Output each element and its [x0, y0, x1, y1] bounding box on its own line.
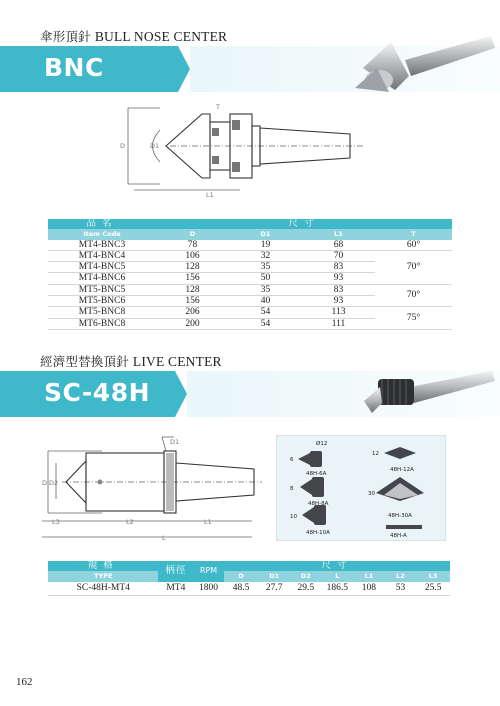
bnc-table	[48, 219, 452, 330]
tip-label-12a: 48H-12A	[390, 467, 414, 473]
cell-d1: 19	[229, 240, 302, 251]
table-row	[48, 240, 452, 251]
cell-l1: 93	[302, 273, 375, 284]
section2-title	[40, 352, 222, 370]
cell-d: 128	[156, 284, 229, 295]
sc48h-table	[48, 561, 450, 596]
page-number: 162	[16, 676, 33, 688]
sc-col-type: TYPE	[48, 571, 158, 581]
cell-l2: 53	[385, 582, 417, 596]
cell-d1: 35	[229, 284, 302, 295]
cell-d: 106	[156, 250, 229, 261]
cell-l1: 83	[302, 262, 375, 273]
tip-dim-6: 6	[290, 457, 294, 463]
cell-l1: 83	[302, 284, 375, 295]
cell-t: 70°	[375, 250, 452, 284]
tip-dia-12: Ø12	[316, 441, 328, 447]
cell-l1: 68	[302, 240, 375, 251]
cell-d: 48.5	[224, 582, 259, 596]
cell-t: 70°	[375, 284, 452, 307]
cell-code: MT4-BNC4	[48, 250, 156, 261]
cell-code: MT5-BNC6	[48, 296, 156, 307]
cell-d1: 35	[229, 262, 302, 273]
cell-l1: 70	[302, 250, 375, 261]
tip-label-30a: 48H-30A	[388, 513, 412, 519]
tip-dim-10: 10	[290, 514, 297, 520]
tip-dim-12: 12	[372, 451, 379, 457]
cell-d1: 54	[229, 307, 302, 318]
sc48h-drawing	[42, 433, 267, 543]
sc-col-l3: L3	[416, 571, 450, 581]
sc-label-d: D	[42, 479, 48, 487]
bnc-label-l1: L1	[206, 191, 214, 199]
cell-code: MT6-BNC8	[48, 318, 156, 329]
section1-title-cn: 傘形頂針	[40, 29, 91, 44]
tip-label-10a: 48H-10A	[306, 530, 330, 536]
table-row	[48, 250, 452, 261]
cell-l: 186.5	[322, 582, 354, 596]
tip-label-6a: 48H-6A	[306, 471, 327, 477]
bnc-drawing	[120, 100, 375, 200]
cell-d1: 27.7	[258, 582, 290, 596]
sc-label-d1-top: D1	[170, 438, 180, 446]
sc-label-d2: D2	[49, 479, 59, 487]
cell-d: 206	[156, 307, 229, 318]
cell-d1: 40	[229, 296, 302, 307]
cell-d: 156	[156, 296, 229, 307]
sc-header-rpm: RPM	[193, 561, 224, 582]
section2-code: SC-48H	[44, 378, 151, 407]
cell-l3: 25.5	[416, 582, 450, 596]
tip-label-a: 48H-A	[390, 533, 407, 539]
cell-code: MT4-BNC3	[48, 240, 156, 251]
bnc-col-d1: D1	[229, 229, 302, 239]
cell-l1: 113	[302, 307, 375, 318]
table-row	[48, 307, 452, 318]
cell-l1: 93	[302, 296, 375, 307]
cell-type: SC-48H-MT4	[48, 582, 158, 596]
cell-code: MT5-BNC5	[48, 284, 156, 295]
cell-d: 156	[156, 273, 229, 284]
cell-t: 75°	[375, 307, 452, 330]
sc-col-d: D	[224, 571, 259, 581]
cell-rpm: 1800	[193, 582, 224, 596]
cell-d1: 32	[229, 250, 302, 261]
section2-title-cn: 經濟型替換頂針	[40, 354, 129, 369]
cell-d: 200	[156, 318, 229, 329]
cell-d: 128	[156, 262, 229, 273]
cell-d1: 50	[229, 273, 302, 284]
cell-l1: 111	[302, 318, 375, 329]
bull-nose-center-photo	[345, 28, 495, 98]
sc-label-l2: L2	[126, 518, 134, 526]
bnc-label-d1: D1	[150, 142, 160, 150]
sc-col-l: L	[322, 571, 354, 581]
sc-header-dims: 尺寸	[224, 561, 450, 571]
sc-col-d1: D1	[258, 571, 290, 581]
tip-dim-30: 30	[368, 491, 375, 497]
cell-d1: 54	[229, 318, 302, 329]
sc-label-l1: L1	[204, 518, 212, 526]
bnc-col-item-code: Item Code	[48, 229, 156, 239]
bnc-header-dims: 尺寸	[156, 219, 452, 229]
sc-label-l: L	[162, 534, 166, 542]
tip-label-8a: 48H-8A	[308, 501, 329, 507]
cell-d: 78	[156, 240, 229, 251]
cell-shank: MT4	[158, 582, 193, 596]
section1-code: BNC	[44, 53, 104, 82]
sc-col-l2: L2	[385, 571, 417, 581]
table-row	[48, 582, 450, 596]
bnc-col-t: T	[375, 229, 452, 239]
cell-t: 60°	[375, 240, 452, 251]
cell-code: MT4-BNC5	[48, 262, 156, 273]
sc-col-l1: L1	[353, 571, 385, 581]
bnc-label-t: T	[216, 103, 220, 111]
sc-label-l3: L3	[52, 518, 60, 526]
cell-l1: 108	[353, 582, 385, 596]
sc-header-shank: 柄徑	[158, 561, 193, 582]
live-center-photo	[360, 365, 495, 425]
tip-dim-8: 8	[290, 486, 294, 492]
bnc-col-l1: L1	[302, 229, 375, 239]
cell-code: MT5-BNC8	[48, 307, 156, 318]
bnc-label-d: D	[120, 142, 126, 150]
table-row	[48, 284, 452, 295]
cell-d2: 29.5	[290, 582, 322, 596]
bnc-header-name: 品名	[48, 219, 156, 229]
cell-code: MT4-BNC6	[48, 273, 156, 284]
sc-header-spec: 規格	[48, 561, 158, 571]
section2-title-en: LIVE CENTER	[132, 354, 222, 369]
bnc-col-d: D	[156, 229, 229, 239]
section1-title	[40, 27, 227, 45]
section1-title-en: BULL NOSE CENTER	[94, 29, 228, 44]
sc-col-d2: D2	[290, 571, 322, 581]
replacement-tips-inset	[276, 435, 446, 541]
